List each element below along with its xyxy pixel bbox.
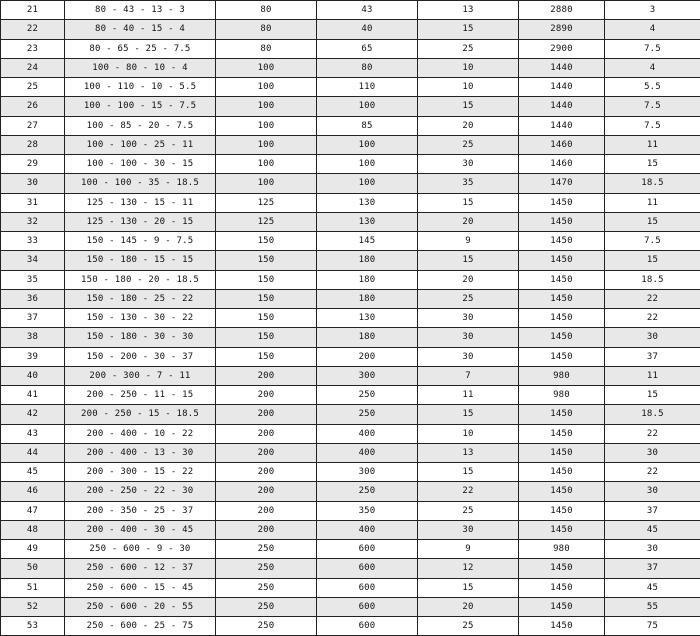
- row-number-cell: 28: [1, 135, 65, 154]
- inlet-diameter-cell: 200: [216, 501, 317, 520]
- model-cell: 250 - 600 - 12 - 37: [65, 559, 216, 578]
- model-cell: 80 - 40 - 15 - 4: [65, 20, 216, 39]
- table-row: [1, 1, 700, 20]
- row-number-cell: 31: [1, 193, 65, 212]
- table-row: [1, 135, 700, 154]
- table-row: [1, 482, 700, 501]
- row-number-cell: 43: [1, 424, 65, 443]
- power-cell: 37: [605, 347, 700, 366]
- speed-cell: 2900: [519, 39, 605, 58]
- speed-cell: 1450: [519, 309, 605, 328]
- inlet-diameter-cell: 150: [216, 251, 317, 270]
- speed-cell: 1450: [519, 347, 605, 366]
- head-cell: 9: [418, 232, 519, 251]
- row-number-cell: 42: [1, 405, 65, 424]
- power-cell: 30: [605, 482, 700, 501]
- flow-cell: 400: [317, 443, 418, 462]
- row-number-cell: 34: [1, 251, 65, 270]
- model-cell: 200 - 400 - 10 - 22: [65, 424, 216, 443]
- power-cell: 15: [605, 386, 700, 405]
- model-cell: 250 - 600 - 20 - 55: [65, 597, 216, 616]
- inlet-diameter-cell: 100: [216, 174, 317, 193]
- inlet-diameter-cell: 150: [216, 289, 317, 308]
- table-body: [1, 1, 700, 636]
- flow-cell: 130: [317, 193, 418, 212]
- table-row: [1, 520, 700, 539]
- head-cell: 25: [418, 289, 519, 308]
- flow-cell: 110: [317, 78, 418, 97]
- table-row: [1, 366, 700, 385]
- table-row: [1, 501, 700, 520]
- model-cell: 200 - 350 - 25 - 37: [65, 501, 216, 520]
- power-cell: 45: [605, 578, 700, 597]
- head-cell: 15: [418, 251, 519, 270]
- head-cell: 30: [418, 328, 519, 347]
- flow-cell: 400: [317, 424, 418, 443]
- head-cell: 25: [418, 501, 519, 520]
- flow-cell: 300: [317, 463, 418, 482]
- model-cell: 100 - 85 - 20 - 7.5: [65, 116, 216, 135]
- flow-cell: 250: [317, 386, 418, 405]
- model-cell: 150 - 145 - 9 - 7.5: [65, 232, 216, 251]
- table-row: [1, 174, 700, 193]
- row-number-cell: 27: [1, 116, 65, 135]
- model-cell: 150 - 180 - 25 - 22: [65, 289, 216, 308]
- table-row: [1, 559, 700, 578]
- model-cell: 200 - 250 - 22 - 30: [65, 482, 216, 501]
- speed-cell: 1450: [519, 482, 605, 501]
- flow-cell: 250: [317, 482, 418, 501]
- table-row: [1, 463, 700, 482]
- flow-cell: 130: [317, 212, 418, 231]
- model-cell: 80 - 65 - 25 - 7.5: [65, 39, 216, 58]
- inlet-diameter-cell: 200: [216, 386, 317, 405]
- inlet-diameter-cell: 200: [216, 463, 317, 482]
- inlet-diameter-cell: 80: [216, 20, 317, 39]
- row-number-cell: 23: [1, 39, 65, 58]
- inlet-diameter-cell: 150: [216, 270, 317, 289]
- table-row: [1, 424, 700, 443]
- head-cell: 25: [418, 617, 519, 636]
- head-cell: 12: [418, 559, 519, 578]
- model-cell: 150 - 200 - 30 - 37: [65, 347, 216, 366]
- table-row: [1, 78, 700, 97]
- speed-cell: 1450: [519, 270, 605, 289]
- table-row: [1, 193, 700, 212]
- power-cell: 7.5: [605, 232, 700, 251]
- inlet-diameter-cell: 250: [216, 597, 317, 616]
- row-number-cell: 51: [1, 578, 65, 597]
- speed-cell: 1450: [519, 463, 605, 482]
- speed-cell: 2890: [519, 20, 605, 39]
- model-cell: 200 - 400 - 13 - 30: [65, 443, 216, 462]
- inlet-diameter-cell: 150: [216, 309, 317, 328]
- inlet-diameter-cell: 100: [216, 78, 317, 97]
- speed-cell: 1450: [519, 212, 605, 231]
- head-cell: 9: [418, 540, 519, 559]
- row-number-cell: 25: [1, 78, 65, 97]
- head-cell: 30: [418, 347, 519, 366]
- head-cell: 25: [418, 39, 519, 58]
- speed-cell: 1450: [519, 617, 605, 636]
- flow-cell: 600: [317, 559, 418, 578]
- power-cell: 18.5: [605, 174, 700, 193]
- model-cell: 150 - 180 - 20 - 18.5: [65, 270, 216, 289]
- row-number-cell: 44: [1, 443, 65, 462]
- model-cell: 125 - 130 - 20 - 15: [65, 212, 216, 231]
- flow-cell: 40: [317, 20, 418, 39]
- inlet-diameter-cell: 100: [216, 97, 317, 116]
- speed-cell: 1450: [519, 424, 605, 443]
- row-number-cell: 48: [1, 520, 65, 539]
- table-row: [1, 212, 700, 231]
- power-cell: 55: [605, 597, 700, 616]
- table-row: [1, 617, 700, 636]
- table-row: [1, 155, 700, 174]
- flow-cell: 100: [317, 155, 418, 174]
- row-number-cell: 37: [1, 309, 65, 328]
- table-row: [1, 347, 700, 366]
- table-row: [1, 443, 700, 462]
- table-row: [1, 116, 700, 135]
- row-number-cell: 30: [1, 174, 65, 193]
- flow-cell: 100: [317, 135, 418, 154]
- flow-cell: 600: [317, 617, 418, 636]
- power-cell: 11: [605, 193, 700, 212]
- inlet-diameter-cell: 125: [216, 193, 317, 212]
- power-cell: 11: [605, 135, 700, 154]
- table-row: [1, 540, 700, 559]
- power-cell: 5.5: [605, 78, 700, 97]
- model-cell: 200 - 250 - 15 - 18.5: [65, 405, 216, 424]
- head-cell: 15: [418, 463, 519, 482]
- model-cell: 100 - 100 - 15 - 7.5: [65, 97, 216, 116]
- speed-cell: 1450: [519, 520, 605, 539]
- flow-cell: 180: [317, 270, 418, 289]
- power-cell: 7.5: [605, 116, 700, 135]
- power-cell: 37: [605, 501, 700, 520]
- head-cell: 11: [418, 386, 519, 405]
- speed-cell: 1450: [519, 251, 605, 270]
- head-cell: 30: [418, 309, 519, 328]
- table-row: [1, 309, 700, 328]
- model-cell: 250 - 600 - 9 - 30: [65, 540, 216, 559]
- speed-cell: 980: [519, 386, 605, 405]
- flow-cell: 180: [317, 251, 418, 270]
- power-cell: 15: [605, 212, 700, 231]
- flow-cell: 300: [317, 366, 418, 385]
- table-row: [1, 20, 700, 39]
- power-cell: 22: [605, 309, 700, 328]
- row-number-cell: 38: [1, 328, 65, 347]
- speed-cell: 1440: [519, 78, 605, 97]
- row-number-cell: 41: [1, 386, 65, 405]
- power-cell: 45: [605, 520, 700, 539]
- row-number-cell: 53: [1, 617, 65, 636]
- row-number-cell: 36: [1, 289, 65, 308]
- inlet-diameter-cell: 200: [216, 443, 317, 462]
- speed-cell: 1450: [519, 501, 605, 520]
- flow-cell: 600: [317, 540, 418, 559]
- inlet-diameter-cell: 150: [216, 347, 317, 366]
- table-row: [1, 405, 700, 424]
- head-cell: 10: [418, 58, 519, 77]
- table-row: [1, 97, 700, 116]
- row-number-cell: 46: [1, 482, 65, 501]
- inlet-diameter-cell: 100: [216, 116, 317, 135]
- flow-cell: 180: [317, 289, 418, 308]
- table-row: [1, 386, 700, 405]
- head-cell: 30: [418, 155, 519, 174]
- flow-cell: 145: [317, 232, 418, 251]
- row-number-cell: 49: [1, 540, 65, 559]
- head-cell: 22: [418, 482, 519, 501]
- model-cell: 100 - 110 - 10 - 5.5: [65, 78, 216, 97]
- head-cell: 7: [418, 366, 519, 385]
- power-cell: 11: [605, 366, 700, 385]
- inlet-diameter-cell: 250: [216, 559, 317, 578]
- model-cell: 200 - 300 - 15 - 22: [65, 463, 216, 482]
- model-cell: 100 - 100 - 25 - 11: [65, 135, 216, 154]
- flow-cell: 80: [317, 58, 418, 77]
- speed-cell: 1460: [519, 135, 605, 154]
- speed-cell: 1450: [519, 289, 605, 308]
- model-cell: 200 - 250 - 11 - 15: [65, 386, 216, 405]
- table-row: [1, 270, 700, 289]
- power-cell: 18.5: [605, 405, 700, 424]
- inlet-diameter-cell: 200: [216, 366, 317, 385]
- power-cell: 22: [605, 424, 700, 443]
- power-cell: 30: [605, 443, 700, 462]
- speed-cell: 1450: [519, 559, 605, 578]
- model-cell: 150 - 180 - 30 - 30: [65, 328, 216, 347]
- head-cell: 20: [418, 116, 519, 135]
- model-cell: 100 - 100 - 30 - 15: [65, 155, 216, 174]
- row-number-cell: 40: [1, 366, 65, 385]
- row-number-cell: 33: [1, 232, 65, 251]
- power-cell: 7.5: [605, 39, 700, 58]
- table-row: [1, 578, 700, 597]
- model-cell: 125 - 130 - 15 - 11: [65, 193, 216, 212]
- head-cell: 15: [418, 193, 519, 212]
- inlet-diameter-cell: 100: [216, 155, 317, 174]
- row-number-cell: 45: [1, 463, 65, 482]
- row-number-cell: 32: [1, 212, 65, 231]
- power-cell: 7.5: [605, 97, 700, 116]
- head-cell: 20: [418, 270, 519, 289]
- flow-cell: 600: [317, 578, 418, 597]
- power-cell: 22: [605, 289, 700, 308]
- power-cell: 18.5: [605, 270, 700, 289]
- model-cell: 100 - 80 - 10 - 4: [65, 58, 216, 77]
- speed-cell: 1450: [519, 328, 605, 347]
- row-number-cell: 35: [1, 270, 65, 289]
- model-cell: 200 - 400 - 30 - 45: [65, 520, 216, 539]
- inlet-diameter-cell: 200: [216, 520, 317, 539]
- head-cell: 13: [418, 1, 519, 20]
- flow-cell: 200: [317, 347, 418, 366]
- flow-cell: 65: [317, 39, 418, 58]
- flow-cell: 130: [317, 309, 418, 328]
- power-cell: 4: [605, 58, 700, 77]
- model-cell: 250 - 600 - 15 - 45: [65, 578, 216, 597]
- row-number-cell: 22: [1, 20, 65, 39]
- power-cell: 15: [605, 155, 700, 174]
- power-cell: 30: [605, 540, 700, 559]
- power-cell: 4: [605, 20, 700, 39]
- model-cell: 200 - 300 - 7 - 11: [65, 366, 216, 385]
- flow-cell: 250: [317, 405, 418, 424]
- flow-cell: 600: [317, 597, 418, 616]
- row-number-cell: 21: [1, 1, 65, 20]
- flow-cell: 350: [317, 501, 418, 520]
- speed-cell: 1440: [519, 116, 605, 135]
- speed-cell: 980: [519, 366, 605, 385]
- flow-cell: 85: [317, 116, 418, 135]
- head-cell: 13: [418, 443, 519, 462]
- speed-cell: 2880: [519, 1, 605, 20]
- speed-cell: 1440: [519, 97, 605, 116]
- speed-cell: 1450: [519, 443, 605, 462]
- speed-cell: 1450: [519, 405, 605, 424]
- row-number-cell: 29: [1, 155, 65, 174]
- flow-cell: 400: [317, 520, 418, 539]
- row-number-cell: 47: [1, 501, 65, 520]
- head-cell: 15: [418, 20, 519, 39]
- speed-cell: 1440: [519, 58, 605, 77]
- flow-cell: 100: [317, 174, 418, 193]
- inlet-diameter-cell: 150: [216, 232, 317, 251]
- power-cell: 22: [605, 463, 700, 482]
- table-row: [1, 39, 700, 58]
- speed-cell: 1450: [519, 597, 605, 616]
- head-cell: 10: [418, 78, 519, 97]
- inlet-diameter-cell: 100: [216, 58, 317, 77]
- model-cell: 150 - 130 - 30 - 22: [65, 309, 216, 328]
- head-cell: 15: [418, 97, 519, 116]
- head-cell: 35: [418, 174, 519, 193]
- table-row: [1, 328, 700, 347]
- inlet-diameter-cell: 250: [216, 540, 317, 559]
- speed-cell: 1470: [519, 174, 605, 193]
- head-cell: 15: [418, 578, 519, 597]
- head-cell: 20: [418, 212, 519, 231]
- flow-cell: 180: [317, 328, 418, 347]
- row-number-cell: 24: [1, 58, 65, 77]
- head-cell: 10: [418, 424, 519, 443]
- speed-cell: 1450: [519, 232, 605, 251]
- model-cell: 250 - 600 - 25 - 75: [65, 617, 216, 636]
- inlet-diameter-cell: 200: [216, 424, 317, 443]
- model-cell: 150 - 180 - 15 - 15: [65, 251, 216, 270]
- speed-cell: 980: [519, 540, 605, 559]
- head-cell: 25: [418, 135, 519, 154]
- power-cell: 37: [605, 559, 700, 578]
- speed-cell: 1450: [519, 193, 605, 212]
- inlet-diameter-cell: 100: [216, 135, 317, 154]
- inlet-diameter-cell: 250: [216, 617, 317, 636]
- inlet-diameter-cell: 200: [216, 482, 317, 501]
- table-row: [1, 289, 700, 308]
- head-cell: 15: [418, 405, 519, 424]
- inlet-diameter-cell: 125: [216, 212, 317, 231]
- row-number-cell: 50: [1, 559, 65, 578]
- speed-cell: 1450: [519, 578, 605, 597]
- inlet-diameter-cell: 250: [216, 578, 317, 597]
- inlet-diameter-cell: 80: [216, 39, 317, 58]
- power-cell: 3: [605, 1, 700, 20]
- flow-cell: 43: [317, 1, 418, 20]
- power-cell: 15: [605, 251, 700, 270]
- model-cell: 80 - 43 - 13 - 3: [65, 1, 216, 20]
- flow-cell: 100: [317, 97, 418, 116]
- table-row: [1, 251, 700, 270]
- inlet-diameter-cell: 200: [216, 405, 317, 424]
- row-number-cell: 39: [1, 347, 65, 366]
- table-row: [1, 58, 700, 77]
- table-row: [1, 232, 700, 251]
- row-number-cell: 26: [1, 97, 65, 116]
- power-cell: 30: [605, 328, 700, 347]
- speed-cell: 1460: [519, 155, 605, 174]
- head-cell: 20: [418, 597, 519, 616]
- power-cell: 75: [605, 617, 700, 636]
- inlet-diameter-cell: 150: [216, 328, 317, 347]
- row-number-cell: 52: [1, 597, 65, 616]
- table-row: [1, 597, 700, 616]
- model-cell: 100 - 100 - 35 - 18.5: [65, 174, 216, 193]
- head-cell: 30: [418, 520, 519, 539]
- inlet-diameter-cell: 80: [216, 1, 317, 20]
